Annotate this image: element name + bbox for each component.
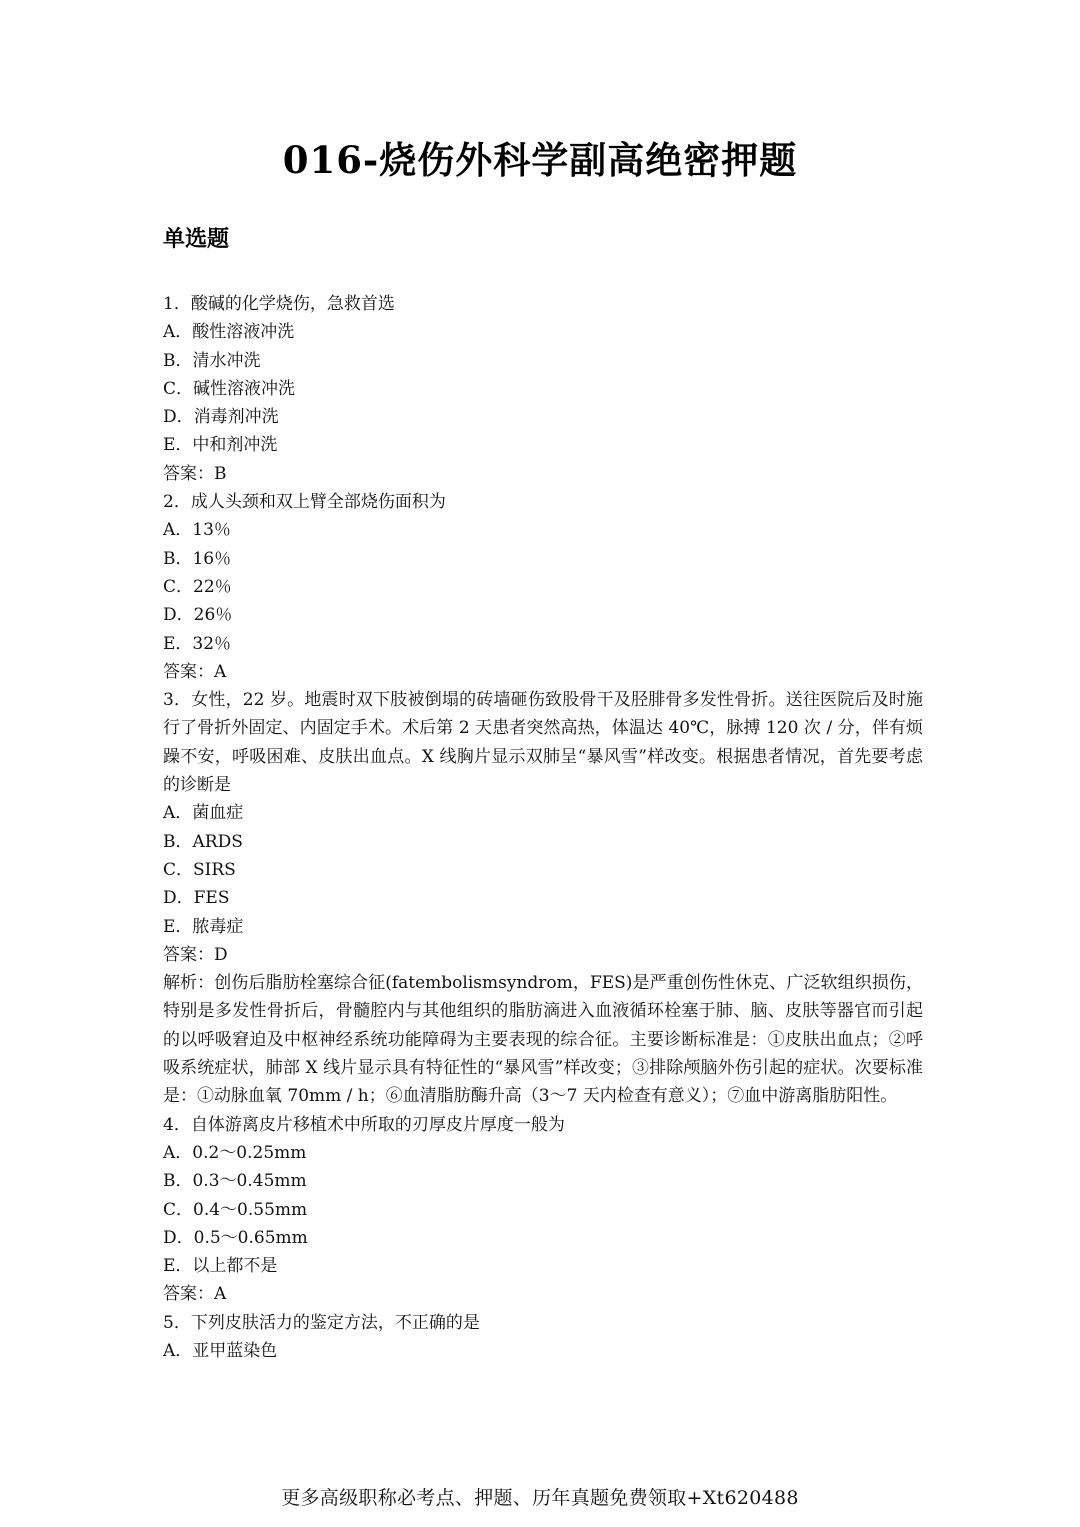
answer: 答案：A xyxy=(163,661,227,682)
question-stem: 3．女性，22 岁。地震时双下肢被倒塌的砖墙砸伤致股骨干及胫腓骨多发性骨折。送往医院后及时施行了骨折外固定、内固定手术。术后第 2 天患者突然高热，体温达 40℃，脉搏 120 次 / 分，伴有烦躁不安，呼吸困难、皮肤出血点。X 线胸片显示双肺呈“暴风雪”样改变。根据患者情况，首先要考虑的诊断是 xyxy=(163,690,923,796)
option-c: C．SIRS xyxy=(163,859,236,880)
option-a: A．酸性溶液冲洗 xyxy=(163,322,295,343)
option-a: A．13％ xyxy=(163,520,231,541)
question-3 xyxy=(163,686,923,1110)
option-a: A．0.2～0.25mm xyxy=(163,1142,307,1163)
footer-promo-text: 更多高级职称必考点、押题、历年真题免费领取+Xt620488 xyxy=(281,1487,799,1509)
option-e: E．32％ xyxy=(163,633,232,654)
page-title: 016-烧伤外科学副高绝密押题 xyxy=(282,138,798,182)
question-4 xyxy=(163,1111,923,1309)
question-stem: 5．下列皮肤活力的鉴定方法，不正确的是 xyxy=(163,1312,480,1333)
option-b: B．0.3～0.45mm xyxy=(163,1171,307,1192)
option-e: E．脓毒症 xyxy=(163,916,244,937)
option-c: C．0.4～0.55mm xyxy=(163,1199,308,1220)
question-5 xyxy=(163,1309,923,1366)
question-stem: 1．酸碱的化学烧伤，急救首选 xyxy=(163,294,395,314)
answer: 答案：A xyxy=(163,1284,227,1305)
option-e: E．中和剂冲洗 xyxy=(163,435,278,456)
option-b: B．清水冲洗 xyxy=(163,350,261,371)
option-a: A．亚甲蓝染色 xyxy=(163,1340,278,1361)
question-2 xyxy=(163,488,923,686)
option-c: C．22％ xyxy=(163,576,232,597)
option-d: D．消毒剂冲洗 xyxy=(163,407,279,428)
answer: 答案：D xyxy=(163,944,228,965)
option-b: B．ARDS xyxy=(163,831,243,852)
option-b: B．16％ xyxy=(163,548,232,569)
section-heading: 单选题 xyxy=(163,226,230,252)
question-stem: 2．成人头颈和双上臂全部烧伤面积为 xyxy=(163,492,446,513)
question-stem: 4．自体游离皮片移植术中所取的刃厚皮片厚度一般为 xyxy=(163,1114,565,1135)
option-d: D．0.5～0.65mm xyxy=(163,1227,308,1248)
analysis: 解析：创伤后脂肪栓塞综合征(fatembolismsyndrom，FES)是严重创伤性休克、广泛软组织损伤，特别是多发性骨折后，骨髓腔内与其他组织的脂肪滴进入血液循环栓塞于肺、脑、皮肤等器官而引起的以呼吸窘迫及中枢神经系统功能障碍为主要表现的综合征。主要诊断标准是：①皮肤出血点；②呼吸系统症状，肺部 X 线片显示具有特征性的“暴风雪”样改变；③排除颅脑外伤引起的症状。次要标准是：①动脉血氧 70mm / h；⑥血清脂肪酶升高（3～7 天内检查有意义）；⑦血中游离脂肪阳性。 xyxy=(163,973,923,1107)
option-d: D．26％ xyxy=(163,605,233,626)
question-1 xyxy=(163,290,923,488)
option-e: E．以上都不是 xyxy=(163,1256,278,1277)
answer: 答案：B xyxy=(163,463,227,484)
option-d: D．FES xyxy=(163,888,230,909)
option-a: A．菌血症 xyxy=(163,803,244,824)
option-c: C．碱性溶液冲洗 xyxy=(163,378,296,399)
question-list xyxy=(163,290,923,1365)
